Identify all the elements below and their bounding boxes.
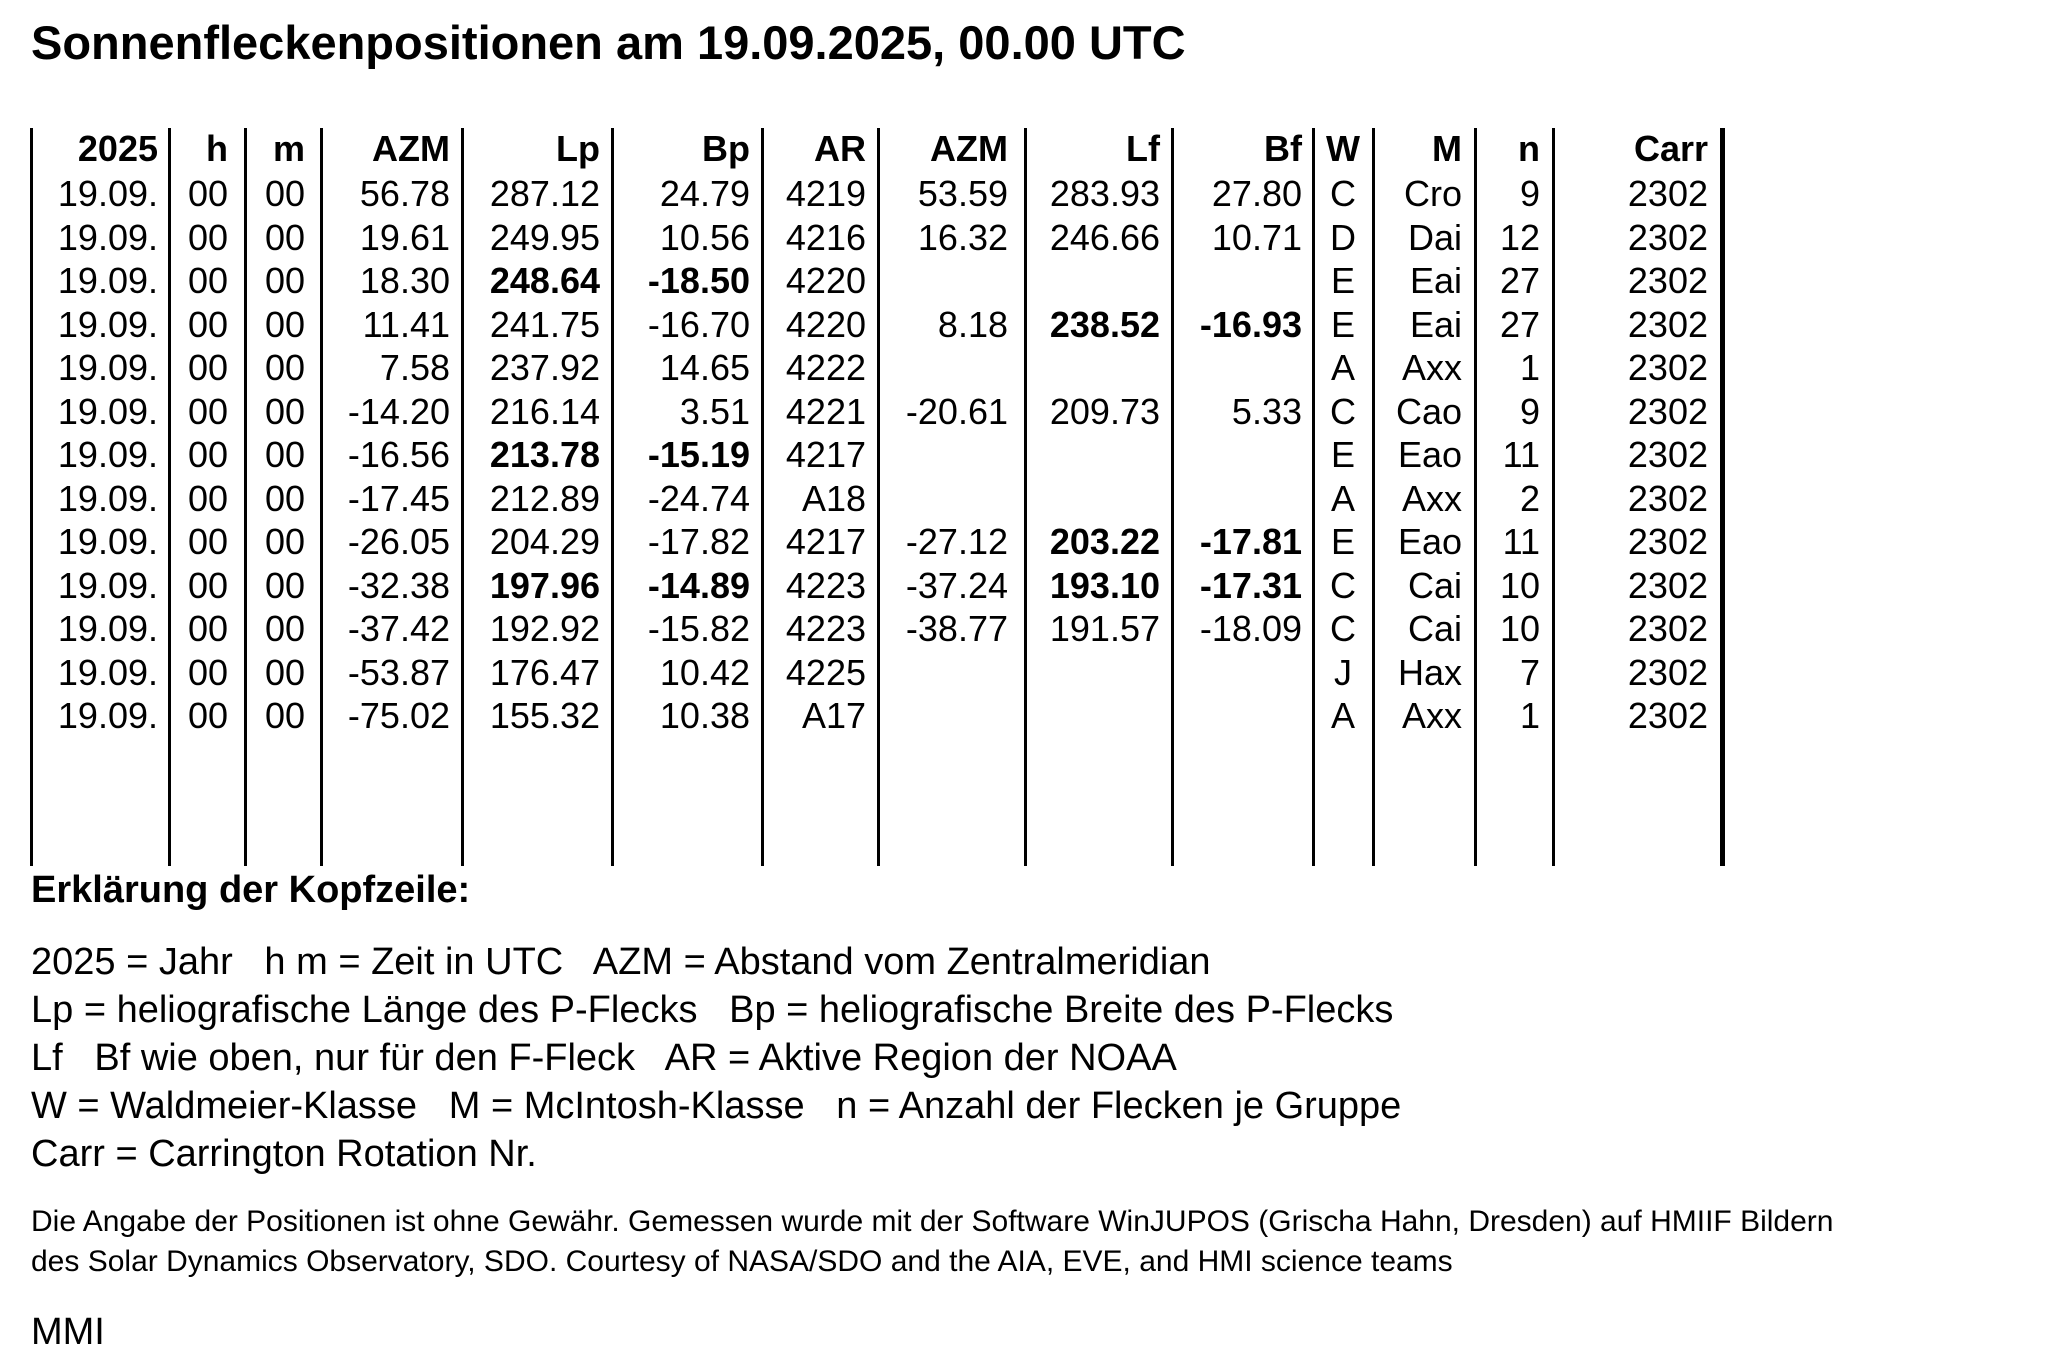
header-azm-f: AZM bbox=[930, 128, 1008, 169]
cell-w: C bbox=[1330, 391, 1356, 432]
cell-hour: 00 bbox=[187, 478, 228, 519]
cell-ar: A18 bbox=[801, 478, 866, 519]
cell-azm-f: -37.24 bbox=[905, 565, 1008, 606]
cell-bf: 10.71 bbox=[1211, 217, 1302, 258]
cell-lf: 209.73 bbox=[1049, 391, 1160, 432]
cell-ar: 4225 bbox=[785, 652, 866, 693]
cell-azm-p: -16.56 bbox=[347, 434, 450, 475]
cell-azm-p: -75.02 bbox=[347, 695, 450, 736]
header-date: 2025 bbox=[77, 128, 158, 169]
cell-w: C bbox=[1330, 608, 1356, 649]
cell-azm-p: 56.78 bbox=[359, 173, 450, 214]
cell-m: Eai bbox=[1409, 260, 1462, 301]
cell-date: 19.09. bbox=[57, 260, 158, 301]
cell-azm-f: 53.59 bbox=[917, 173, 1008, 214]
cell-lp: 248.64 bbox=[489, 260, 600, 301]
explanation-line: W = Waldmeier-Klasse M = McIntosh-Klasse n = Anzahl der Flecken je Gruppe bbox=[31, 1085, 1402, 1127]
cell-carr: 2302 bbox=[1627, 173, 1708, 214]
cell-lp: 212.89 bbox=[489, 478, 600, 519]
cell-ar: 4221 bbox=[785, 391, 866, 432]
cell-hour: 00 bbox=[187, 521, 228, 562]
cell-date: 19.09. bbox=[57, 173, 158, 214]
cell-azm-p: -53.87 bbox=[347, 652, 450, 693]
cell-ar: 4216 bbox=[785, 217, 866, 258]
cell-bp: -16.70 bbox=[647, 304, 750, 345]
table-column-divider bbox=[1024, 128, 1027, 866]
cell-carr: 2302 bbox=[1627, 434, 1708, 475]
cell-n: 1 bbox=[1519, 347, 1540, 388]
cell-minute: 00 bbox=[264, 608, 305, 649]
cell-azm-p: 19.61 bbox=[359, 217, 450, 258]
cell-minute: 00 bbox=[264, 434, 305, 475]
cell-hour: 00 bbox=[187, 565, 228, 606]
cell-ar: 4223 bbox=[785, 608, 866, 649]
cell-bp: -18.50 bbox=[647, 260, 750, 301]
cell-ar: 4219 bbox=[785, 173, 866, 214]
cell-bf: -17.81 bbox=[1199, 521, 1302, 562]
cell-minute: 00 bbox=[264, 304, 305, 345]
cell-lf: 246.66 bbox=[1049, 217, 1160, 258]
cell-date: 19.09. bbox=[57, 565, 158, 606]
cell-w: C bbox=[1330, 565, 1356, 606]
cell-minute: 00 bbox=[264, 260, 305, 301]
cell-lp: 287.12 bbox=[489, 173, 600, 214]
cell-hour: 00 bbox=[187, 173, 228, 214]
cell-n: 7 bbox=[1519, 652, 1540, 693]
cell-bp: 14.65 bbox=[659, 347, 750, 388]
cell-date: 19.09. bbox=[57, 695, 158, 736]
cell-ar: 4217 bbox=[785, 521, 866, 562]
table-column-divider bbox=[877, 128, 880, 866]
cell-azm-p: -14.20 bbox=[347, 391, 450, 432]
explanation-line: Lf Bf wie oben, nur für den F-Fleck AR = Aktive Region der NOAA bbox=[31, 1037, 1177, 1079]
cell-w: J bbox=[1334, 652, 1352, 693]
cell-w: D bbox=[1330, 217, 1356, 258]
cell-azm-f: -38.77 bbox=[905, 608, 1008, 649]
table-column-divider bbox=[320, 128, 323, 866]
explanation-line: Carr = Carrington Rotation Nr. bbox=[31, 1133, 537, 1175]
cell-n: 9 bbox=[1519, 173, 1540, 214]
cell-bf: 5.33 bbox=[1231, 391, 1302, 432]
cell-w: E bbox=[1330, 304, 1355, 345]
header-hour: h bbox=[206, 128, 228, 169]
cell-lf: 193.10 bbox=[1049, 565, 1160, 606]
header-m: M bbox=[1432, 128, 1462, 169]
cell-carr: 2302 bbox=[1627, 478, 1708, 519]
cell-carr: 2302 bbox=[1627, 565, 1708, 606]
cell-lp: 155.32 bbox=[489, 695, 600, 736]
cell-m: Cao bbox=[1395, 391, 1462, 432]
cell-w: A bbox=[1330, 478, 1355, 519]
cell-bp: -24.74 bbox=[647, 478, 750, 519]
cell-w: E bbox=[1330, 521, 1355, 562]
cell-m: Cro bbox=[1403, 173, 1462, 214]
cell-azm-p: 7.58 bbox=[379, 347, 450, 388]
cell-lp: 249.95 bbox=[489, 217, 600, 258]
cell-m: Axx bbox=[1401, 695, 1462, 736]
table-column-divider bbox=[1171, 128, 1174, 866]
cell-minute: 00 bbox=[264, 652, 305, 693]
cell-n: 1 bbox=[1519, 695, 1540, 736]
cell-bp: 3.51 bbox=[679, 391, 750, 432]
cell-bp: -17.82 bbox=[647, 521, 750, 562]
cell-azm-f: 8.18 bbox=[937, 304, 1008, 345]
table-column-divider bbox=[761, 128, 764, 866]
cell-n: 9 bbox=[1519, 391, 1540, 432]
cell-ar: 4220 bbox=[785, 304, 866, 345]
cell-minute: 00 bbox=[264, 565, 305, 606]
cell-bf: -16.93 bbox=[1199, 304, 1302, 345]
cell-carr: 2302 bbox=[1627, 521, 1708, 562]
cell-hour: 00 bbox=[187, 347, 228, 388]
cell-lf: 191.57 bbox=[1049, 608, 1160, 649]
cell-bp: -15.82 bbox=[647, 608, 750, 649]
cell-lp: 213.78 bbox=[489, 434, 600, 475]
cell-ar: A17 bbox=[801, 695, 866, 736]
cell-minute: 00 bbox=[264, 521, 305, 562]
cell-w: A bbox=[1330, 695, 1355, 736]
cell-n: 27 bbox=[1499, 304, 1540, 345]
cell-bp: 10.56 bbox=[659, 217, 750, 258]
header-lf: Lf bbox=[1126, 128, 1160, 169]
cell-lp: 204.29 bbox=[489, 521, 600, 562]
cell-m: Hax bbox=[1397, 652, 1462, 693]
table-column-divider bbox=[461, 128, 464, 866]
cell-lp: 192.92 bbox=[489, 608, 600, 649]
cell-n: 10 bbox=[1499, 565, 1540, 606]
table-column-divider bbox=[30, 128, 33, 866]
cell-carr: 2302 bbox=[1627, 347, 1708, 388]
cell-lf: 238.52 bbox=[1049, 304, 1160, 345]
signature: MMI bbox=[31, 1311, 105, 1353]
cell-bp: -15.19 bbox=[647, 434, 750, 475]
table-column-divider bbox=[611, 128, 614, 866]
header-bf: Bf bbox=[1264, 128, 1302, 169]
cell-azm-f: -27.12 bbox=[905, 521, 1008, 562]
cell-minute: 00 bbox=[264, 173, 305, 214]
cell-n: 11 bbox=[1502, 521, 1540, 562]
cell-minute: 00 bbox=[264, 478, 305, 519]
cell-azm-p: -37.42 bbox=[347, 608, 450, 649]
header-n: n bbox=[1518, 128, 1540, 169]
cell-carr: 2302 bbox=[1627, 217, 1708, 258]
cell-bp: 24.79 bbox=[659, 173, 750, 214]
cell-minute: 00 bbox=[264, 695, 305, 736]
cell-hour: 00 bbox=[187, 217, 228, 258]
cell-azm-p: -17.45 bbox=[347, 478, 450, 519]
header-carr: Carr bbox=[1633, 128, 1708, 169]
cell-w: E bbox=[1330, 434, 1355, 475]
cell-date: 19.09. bbox=[57, 608, 158, 649]
cell-hour: 00 bbox=[187, 260, 228, 301]
table-column-divider bbox=[1720, 128, 1725, 866]
cell-m: Dai bbox=[1407, 217, 1462, 258]
cell-date: 19.09. bbox=[57, 304, 158, 345]
cell-hour: 00 bbox=[187, 695, 228, 736]
cell-lp: 197.96 bbox=[489, 565, 600, 606]
cell-azm-p: -32.38 bbox=[347, 565, 450, 606]
cell-azm-p: 11.41 bbox=[362, 304, 450, 345]
cell-minute: 00 bbox=[264, 347, 305, 388]
cell-ar: 4223 bbox=[785, 565, 866, 606]
cell-hour: 00 bbox=[187, 304, 228, 345]
cell-bf: -18.09 bbox=[1199, 608, 1302, 649]
cell-azm-p: 18.30 bbox=[359, 260, 450, 301]
explanation-line: 2025 = Jahr h m = Zeit in UTC AZM = Abstand vom Zentralmeridian bbox=[31, 941, 1211, 983]
cell-hour: 00 bbox=[187, 391, 228, 432]
header-minute: m bbox=[272, 128, 305, 169]
cell-carr: 2302 bbox=[1627, 391, 1708, 432]
cell-date: 19.09. bbox=[57, 347, 158, 388]
cell-ar: 4217 bbox=[785, 434, 866, 475]
cell-date: 19.09. bbox=[57, 478, 158, 519]
cell-date: 19.09. bbox=[57, 391, 158, 432]
cell-n: 12 bbox=[1499, 217, 1540, 258]
cell-date: 19.09. bbox=[57, 521, 158, 562]
table-column-divider bbox=[1474, 128, 1477, 866]
table-column-divider bbox=[1372, 128, 1375, 866]
cell-carr: 2302 bbox=[1627, 608, 1708, 649]
header-azm-p: AZM bbox=[372, 128, 450, 169]
cell-lf: 283.93 bbox=[1049, 173, 1160, 214]
disclaimer-line: Die Angabe der Positionen ist ohne Gewähr. Gemessen wurde mit der Software WinJUPOS (Grischa Hahn, Dresden) auf HMIIF Bildern bbox=[31, 1205, 1834, 1238]
cell-hour: 00 bbox=[187, 434, 228, 475]
table-column-divider bbox=[168, 128, 171, 866]
cell-n: 2 bbox=[1519, 478, 1540, 519]
cell-m: Cai bbox=[1407, 565, 1462, 606]
cell-carr: 2302 bbox=[1627, 260, 1708, 301]
cell-lp: 176.47 bbox=[489, 652, 600, 693]
cell-lp: 241.75 bbox=[489, 304, 600, 345]
cell-carr: 2302 bbox=[1627, 695, 1708, 736]
cell-m: Eao bbox=[1397, 521, 1462, 562]
cell-w: E bbox=[1330, 260, 1355, 301]
cell-bp: -14.89 bbox=[647, 565, 750, 606]
explanation-heading: Erklärung der Kopfzeile: bbox=[31, 869, 471, 911]
cell-bp: 10.42 bbox=[659, 652, 750, 693]
table-column-divider bbox=[244, 128, 247, 866]
cell-ar: 4222 bbox=[785, 347, 866, 388]
cell-date: 19.09. bbox=[57, 652, 158, 693]
table-column-divider bbox=[1552, 128, 1555, 866]
cell-bp: 10.38 bbox=[659, 695, 750, 736]
header-ar: AR bbox=[814, 128, 866, 169]
cell-n: 10 bbox=[1499, 608, 1540, 649]
header-w: W bbox=[1326, 128, 1360, 169]
disclaimer-line: des Solar Dynamics Observatory, SDO. Courtesy of NASA/SDO and the AIA, EVE, and HMI science teams bbox=[31, 1245, 1453, 1278]
cell-hour: 00 bbox=[187, 608, 228, 649]
cell-m: Axx bbox=[1401, 478, 1462, 519]
cell-bf: -17.31 bbox=[1199, 565, 1302, 606]
cell-date: 19.09. bbox=[57, 434, 158, 475]
cell-carr: 2302 bbox=[1627, 304, 1708, 345]
table-column-divider bbox=[1312, 128, 1315, 866]
explanation-line: Lp = heliografische Länge des P-Flecks Bp = heliografische Breite des P-Flecks bbox=[31, 989, 1394, 1031]
cell-m: Eai bbox=[1409, 304, 1462, 345]
cell-minute: 00 bbox=[264, 391, 305, 432]
cell-bf: 27.80 bbox=[1211, 173, 1302, 214]
cell-carr: 2302 bbox=[1627, 652, 1708, 693]
cell-m: Axx bbox=[1401, 347, 1462, 388]
cell-w: C bbox=[1330, 173, 1356, 214]
cell-lf: 203.22 bbox=[1049, 521, 1160, 562]
cell-m: Eao bbox=[1397, 434, 1462, 475]
cell-azm-f: -20.61 bbox=[905, 391, 1008, 432]
cell-m: Cai bbox=[1407, 608, 1462, 649]
page-title: Sonnenfleckenpositionen am 19.09.2025, 00.00 UTC bbox=[31, 16, 1186, 69]
cell-n: 27 bbox=[1499, 260, 1540, 301]
cell-date: 19.09. bbox=[57, 217, 158, 258]
cell-azm-f: 16.32 bbox=[917, 217, 1008, 258]
cell-w: A bbox=[1330, 347, 1355, 388]
cell-lp: 216.14 bbox=[489, 391, 600, 432]
cell-minute: 00 bbox=[264, 217, 305, 258]
cell-lp: 237.92 bbox=[489, 347, 600, 388]
header-bp: Bp bbox=[702, 128, 750, 169]
header-lp: Lp bbox=[556, 128, 600, 169]
cell-ar: 4220 bbox=[785, 260, 866, 301]
cell-n: 11 bbox=[1502, 434, 1540, 475]
cell-hour: 00 bbox=[187, 652, 228, 693]
cell-azm-p: -26.05 bbox=[347, 521, 450, 562]
